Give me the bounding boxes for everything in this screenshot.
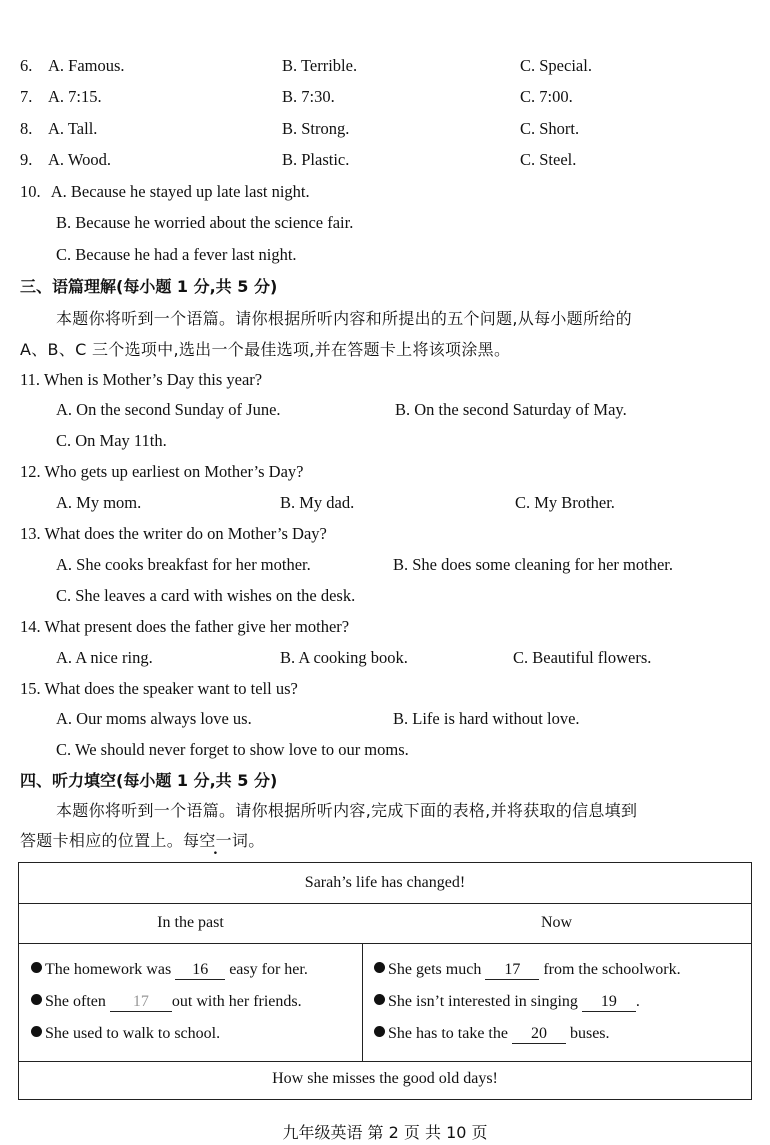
option-a: A. 7:15. (48, 87, 102, 106)
past-item-1 (31, 961, 308, 980)
question-11-option-c: C. On May 11th. (56, 431, 167, 450)
question-12-stem: 12. Who gets up earliest on Mother’s Day? (20, 462, 304, 481)
item-text: from the schoolwork. (543, 961, 681, 978)
bullet-icon (31, 1026, 42, 1037)
section-3-instructions-line-1: 本题你将听到一个语篇。请你根据所听内容和所提出的五个问题,从每小题所给的 (56, 309, 632, 328)
section-4-instructions-line-2 (20, 831, 265, 851)
question-number: 10. (20, 182, 41, 201)
question-14-stem: 14. What present does the father give her mother? (20, 617, 350, 636)
option-c: C. Short. (520, 119, 580, 138)
item-text: She gets much (388, 961, 482, 978)
option-c: C. Steel. (520, 150, 577, 169)
option-c: C. 7:00. (520, 87, 573, 106)
table-bottom-text: How she misses the good old days! (272, 1070, 498, 1087)
option-a: A. Because he stayed up late last night. (50, 182, 310, 201)
question-15-option-b: B. Life is hard without love. (393, 709, 580, 728)
instructions-punctuation: 。 (248, 831, 265, 850)
answer-blank: 19 (582, 993, 636, 1012)
item-text: easy for her. (229, 961, 308, 978)
column-header-past: In the past (157, 914, 224, 931)
table-title: Sarah’s life has changed! (304, 874, 466, 891)
bullet-icon (374, 962, 385, 973)
listening-table (18, 862, 752, 1100)
option-b: B. Terrible. (282, 56, 358, 75)
now-item-3 (374, 1025, 610, 1044)
bullet-icon (31, 994, 42, 1005)
answer-blank: 17 (110, 993, 172, 1012)
question-13-option-c: C. She leaves a card with wishes on the desk. (56, 586, 356, 605)
item-text: She often (45, 993, 106, 1010)
question-13-option-a: A. She cooks breakfast for her mother. (56, 555, 311, 574)
question-12-option-b: B. My dad. (280, 493, 355, 512)
section-4-instructions-line-1: 本题你将听到一个语篇。请你根据所听内容,完成下面的表格,并将获取的信息填到 (56, 801, 638, 820)
now-item-1 (374, 961, 681, 980)
option-a: A. Famous. (48, 56, 125, 75)
option-b: B. 7:30. (282, 87, 335, 106)
question-14-option-c: C. Beautiful flowers. (513, 648, 652, 667)
item-text: out with her friends. (171, 993, 302, 1010)
page-footer: 九年级英语 第 2 页 共 10 页 (282, 1123, 488, 1142)
column-header-now: Now (540, 914, 573, 931)
question-14-option-a: A. A nice ring. (56, 648, 153, 667)
question-number: 7. (20, 87, 33, 106)
question-15-option-c: C. We should never forget to show love to our moms. (56, 740, 409, 759)
question-10 (20, 182, 310, 202)
question-15-stem: 15. What does the speaker want to tell us? (20, 679, 298, 698)
option-c: C. Special. (520, 56, 592, 75)
bullet-icon (374, 1026, 385, 1037)
question-11-stem: 11. When is Mother’s Day this year? (20, 370, 263, 389)
table-title-row (19, 863, 751, 904)
table-body-row (19, 943, 751, 1062)
question-12-option-a: A. My mom. (56, 493, 142, 512)
emphasized-text: 每空一词 (183, 831, 249, 850)
item-text: The homework was (45, 961, 172, 978)
past-item-3 (31, 1025, 220, 1043)
question-number: 9. (20, 150, 33, 169)
section-4-title: 四、听力填空(每小题 1 分,共 5 分) (20, 771, 278, 790)
instructions-text: 答题卡相应的位置上。 (20, 831, 184, 850)
bullet-icon (31, 962, 42, 973)
option-a: A. Tall. (48, 119, 98, 138)
question-number: 8. (20, 119, 33, 138)
item-text: She has to take the (388, 1025, 508, 1042)
option-b: B. Because he worried about the science fair. (56, 213, 354, 232)
section-3-title: 三、语篇理解(每小题 1 分,共 5 分) (20, 277, 278, 296)
question-12-option-c: C. My Brother. (515, 493, 615, 512)
question-11-option-a: A. On the second Sunday of June. (56, 400, 281, 419)
answer-blank: 17 (485, 961, 539, 980)
question-13-stem: 13. What does the writer do on Mother’s Day? (20, 524, 327, 543)
option-a: A. Wood. (48, 150, 111, 169)
now-item-2 (374, 993, 640, 1012)
question-14-option-b: B. A cooking book. (280, 648, 408, 667)
past-item-2 (31, 993, 302, 1012)
option-b: B. Strong. (282, 119, 350, 138)
answer-blank: 16 (175, 961, 225, 980)
bullet-icon (374, 994, 385, 1005)
item-text: She isn’t interested in singing (388, 993, 578, 1010)
answer-blank: 20 (512, 1025, 566, 1044)
section-3-instructions-line-2: A、B、C 三个选项中,选出一个最佳选项,并在答题卡上将该项涂黑。 (20, 340, 511, 359)
option-c: C. Because he had a fever last night. (56, 245, 297, 264)
table-header-row (19, 903, 751, 944)
question-11-option-b: B. On the second Saturday of May. (395, 400, 627, 419)
question-number: 6. (20, 56, 33, 75)
question-13-option-b: B. She does some cleaning for her mother. (393, 555, 673, 574)
item-text: She used to walk to school. (45, 1025, 221, 1042)
item-text: buses. (569, 1025, 610, 1042)
question-15-option-a: A. Our moms always love us. (56, 709, 252, 728)
item-text: . (635, 993, 640, 1010)
option-b: B. Plastic. (282, 150, 350, 169)
